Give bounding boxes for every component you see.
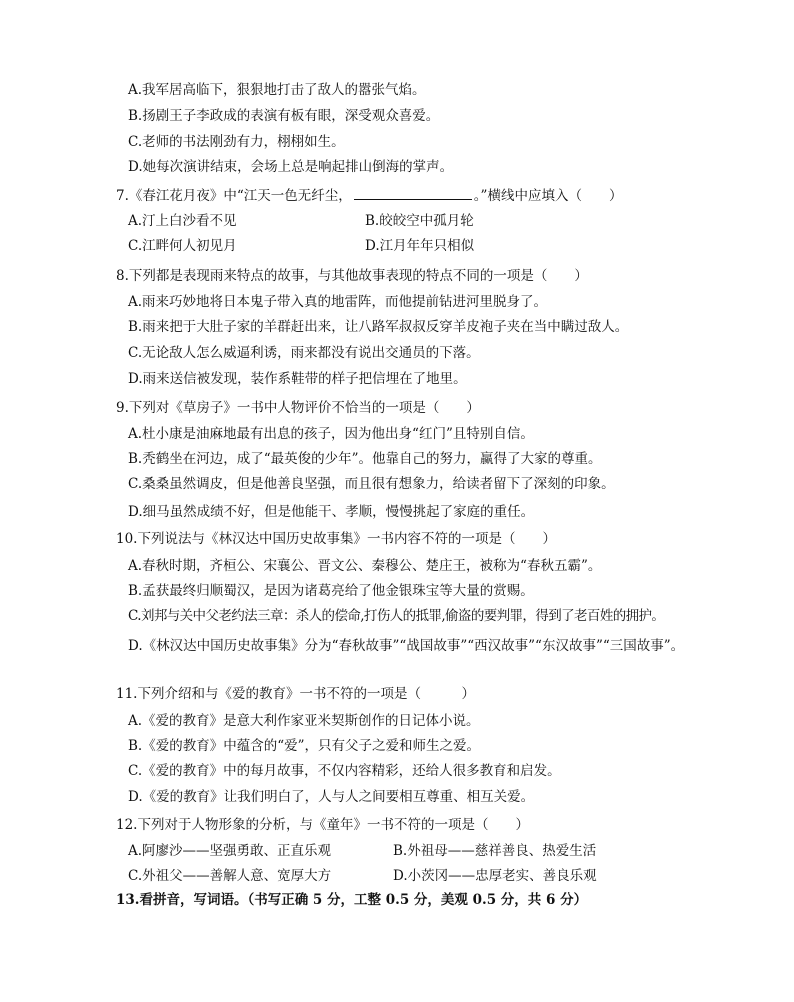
q7-option-c: C.江畔何人初见月 — [128, 238, 237, 254]
q6-option-b: B.扬剧王子李政成的表演有板有眼，深受观众喜爱。 — [128, 108, 440, 124]
q11-option-c: C.《爱的教育》中的每月故事，不仅内容精彩，还给人很多教育和启发。 — [128, 763, 561, 779]
q7-stem — [116, 185, 622, 206]
q11-stem: 11.下列介绍和与《爱的教育》一书不符的一项是（ ） — [116, 686, 475, 702]
q9-option-a: A.杜小康是油麻地最有出息的孩子，因为他出身“红门”且特别自信。 — [128, 426, 534, 442]
q7-stem-part1: 7.《春江花月夜》中“江天一色无纤尘， — [116, 188, 352, 204]
q10-option-a: A.春秋时期，齐桓公、宋襄公、晋文公、秦穆公、楚庄王，被称为“春秋五霸”。 — [128, 558, 602, 574]
q11-option-d: D.《爱的教育》让我们明白了，人与人之间要相互尊重、相互关爱。 — [128, 789, 535, 805]
q12-option-a: A.阿廖沙——坚强勇敢、正直乐观 — [128, 843, 332, 859]
q7-option-a: A.汀上白沙看不见 — [128, 213, 237, 229]
q6-option-d: D.她每次演讲结束，会场上总是响起排山倒海的掌声。 — [128, 159, 454, 175]
q8-stem: 8.下列都是表现雨来特点的故事，与其他故事表现的特点不同的一项是（ ） — [116, 268, 588, 284]
q9-option-d: D.细马虽然成绩不好，但是他能干、孝顺，慢慢挑起了家庭的重任。 — [128, 504, 535, 520]
q7-option-b: B.皎皎空中孤月轮 — [365, 213, 474, 229]
q10-option-d: D.《林汉达中国历史故事集》分为“春秋故事”“战国故事”“西汉故事”“东汉故事”“三国故事”。 — [128, 638, 685, 654]
q6-option-a: A.我军居高临下，狠狠地打击了敌人的嚣张气焰。 — [128, 82, 426, 98]
q9-option-b: B.秃鹤坐在河边，成了“最英俊的少年”。他靠自己的努力，赢得了大家的尊重。 — [128, 451, 602, 467]
q10-option-c: C.刘邦与关中父老约法三章：杀人的偿命,打伤人的抵罪,偷盗的要判罪，得到了老百姓的拥护。 — [128, 608, 665, 624]
q7-answer-blank — [354, 185, 472, 200]
q12-option-b: B.外祖母——慈祥善良、热爱生活 — [393, 843, 597, 859]
q10-stem: 10.下列说法与《林汉达中国历史故事集》一书内容不符的一项是（ ） — [116, 531, 556, 547]
q7-stem-part2: 。”横线中应填入（ ） — [473, 188, 623, 204]
q13-stem — [116, 890, 587, 910]
q9-option-c: C.桑桑虽然调皮，但是他善良坚强，而且很有想象力，给读者留下了深刻的印象。 — [128, 476, 615, 492]
q12-stem: 12.下列对于人物形象的分析，与《童年》一书不符的一项是（ ） — [116, 817, 529, 833]
q7-option-d: D.江月年年只相似 — [365, 238, 475, 254]
q11-option-a: A.《爱的教育》是意大利作家亚米契斯创作的日记体小说。 — [128, 713, 480, 729]
q6-option-c: C.老师的书法刚劲有力，栩栩如生。 — [128, 134, 345, 150]
q11-option-b: B.《爱的教育》中蕴含的“爱”，只有父子之爱和师生之爱。 — [128, 738, 481, 754]
q8-option-a: A.雨来巧妙地将日本鬼子带入真的地雷阵，而他提前钻进河里脱身了。 — [128, 294, 548, 310]
q13-stem-text: 13.看拼音，写词语。（书写正确 5 分，工整 0.5 分，美观 0.5 分，共 6 分） — [116, 892, 588, 908]
q12-option-d: D.小茨冈——忠厚老实、善良乐观 — [393, 868, 597, 884]
q10-option-b: B.孟获最终归顺蜀汉，是因为诸葛亮给了他金银珠宝等大量的赏赐。 — [128, 583, 534, 599]
q9-stem: 9.下列对《草房子》一书中人物评价不恰当的一项是（ ） — [116, 400, 480, 416]
q8-option-d: D.雨来送信被发现，装作系鞋带的样子把信埋在了地里。 — [128, 371, 467, 387]
q8-option-c: C.无论敌人怎么威逼利诱，雨来都没有说出交通员的下落。 — [128, 345, 480, 361]
q12-option-c: C.外祖父——善解人意、宽厚大方 — [128, 868, 332, 884]
q8-option-b: B.雨来把于大肚子家的羊群赶出来，让八路军叔叔反穿羊皮袍子夹在当中瞒过敌人。 — [128, 319, 629, 335]
